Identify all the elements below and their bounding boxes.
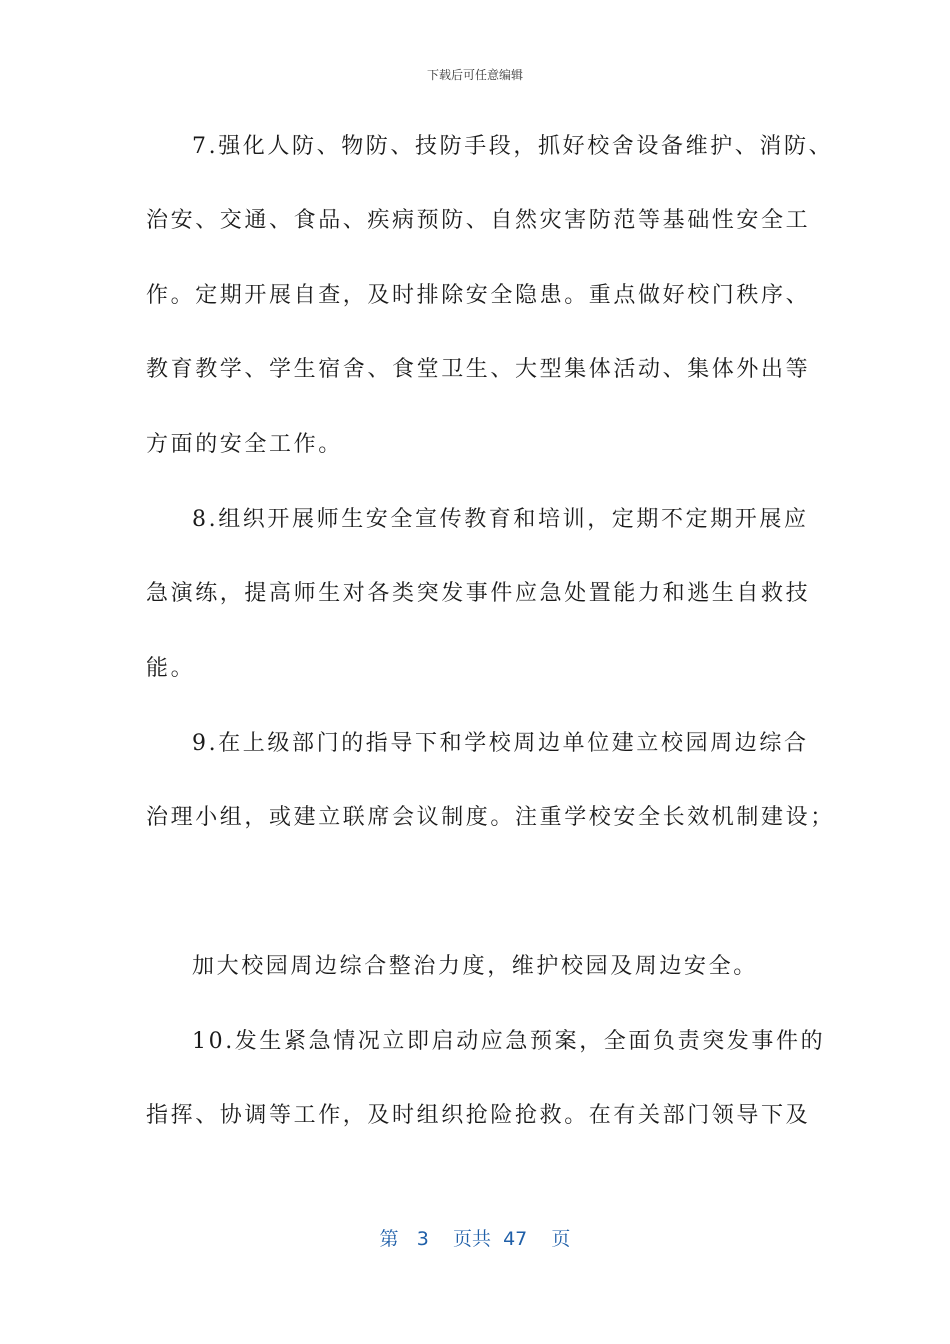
page-suffix: 页	[551, 1228, 571, 1250]
paragraph-line: 8.组织开展师生安全宣传教育和培训，定期不定期开展应	[192, 507, 809, 532]
paragraph-line: 治理小组，或建立联席会议制度。注重学校安全长效机制建设；	[146, 805, 835, 830]
paragraph-line: 9.在上级部门的指导下和学校周边单位建立校园周边综合	[192, 731, 809, 756]
page-header: 下载后可任意编辑	[426, 68, 523, 82]
page-footer	[0, 1224, 950, 1251]
paragraph-line: 作。定期开展自查，及时排除安全隐患。重点做好校门秩序、	[146, 283, 811, 308]
paragraph-line: 方面的安全工作。	[146, 432, 343, 457]
paragraph-line: 能。	[146, 656, 196, 681]
paragraph-line: 10.发生紧急情况立即启动应急预案，全面负责突发事件的	[192, 1029, 826, 1054]
paragraph-line: 急演练，提高师生对各类突发事件应急处置能力和逃生自救技	[146, 581, 811, 606]
paragraph-line: 治安、交通、食品、疾病预防、自然灾害防范等基础性安全工	[146, 208, 811, 233]
paragraph-line: 加大校园周边综合整治力度，维护校园及周边安全。	[192, 954, 758, 979]
page-middle-label: 页共	[452, 1228, 491, 1250]
paragraph-line: 指挥、协调等工作，及时组织抢险抢救。在有关部门领导下及	[146, 1103, 811, 1128]
current-page-number: 3	[416, 1228, 429, 1250]
paragraph-line: 7.强化人防、物防、技防手段，抓好校舍设备维护、消防、	[192, 134, 834, 159]
total-pages-number: 47	[503, 1228, 528, 1250]
page-prefix: 第	[379, 1228, 399, 1250]
paragraph-line: 教育教学、学生宿舍、食堂卫生、大型集体活动、集体外出等	[146, 357, 811, 382]
